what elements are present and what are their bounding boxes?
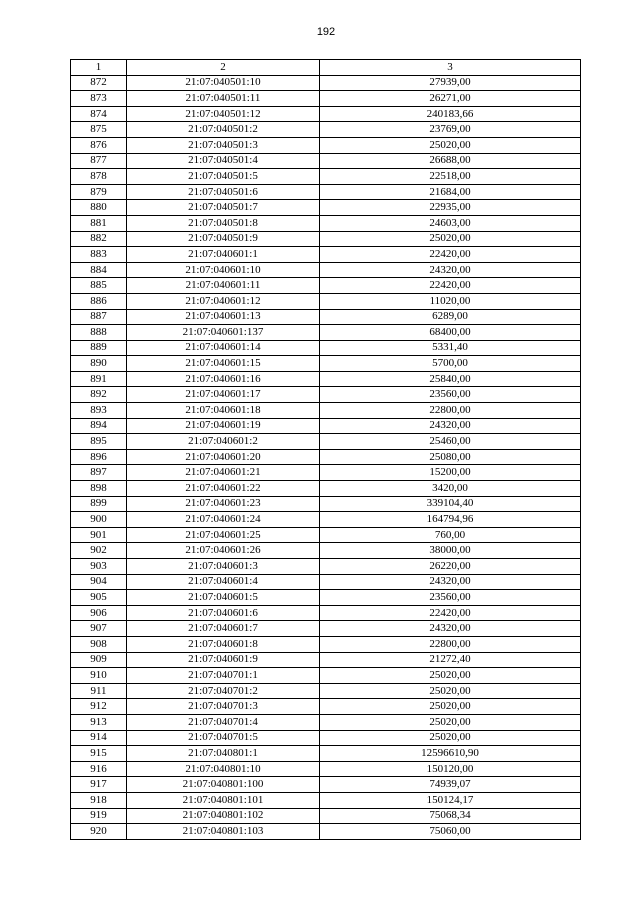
value-cell: 22420,00 (320, 605, 581, 621)
cadastral-number-cell: 21:07:040501:11 (127, 91, 320, 107)
cadastral-number-cell: 21:07:040601:1 (127, 247, 320, 263)
row-number-cell: 875 (71, 122, 127, 138)
value-cell: 25020,00 (320, 683, 581, 699)
row-number-cell: 872 (71, 75, 127, 91)
table-row (71, 465, 581, 481)
table-row (71, 231, 581, 247)
cadastral-number-cell: 21:07:040601:17 (127, 387, 320, 403)
table-row (71, 309, 581, 325)
value-cell: 25460,00 (320, 434, 581, 450)
row-number-cell: 902 (71, 543, 127, 559)
value-cell: 25020,00 (320, 699, 581, 715)
column-header-cadastral-number: 2 (127, 60, 320, 76)
table-row (71, 325, 581, 341)
table-row (71, 636, 581, 652)
cadastral-number-cell: 21:07:040501:2 (127, 122, 320, 138)
value-cell: 15200,00 (320, 465, 581, 481)
column-header-number: 1 (71, 60, 127, 76)
cadastral-number-cell: 21:07:040601:3 (127, 559, 320, 575)
value-cell: 75068,34 (320, 808, 581, 824)
table-row (71, 247, 581, 263)
table-row (71, 91, 581, 107)
row-number-cell: 910 (71, 668, 127, 684)
table-row (71, 590, 581, 606)
value-cell: 74939,07 (320, 777, 581, 793)
value-cell: 11020,00 (320, 293, 581, 309)
row-number-cell: 876 (71, 137, 127, 153)
cadastral-number-cell: 21:07:040501:4 (127, 153, 320, 169)
table-row (71, 605, 581, 621)
table-row (71, 621, 581, 637)
table-row (71, 153, 581, 169)
table-row (71, 278, 581, 294)
value-cell: 25020,00 (320, 137, 581, 153)
value-cell: 25020,00 (320, 231, 581, 247)
value-cell: 3420,00 (320, 481, 581, 497)
value-cell: 5331,40 (320, 340, 581, 356)
value-cell: 150124,17 (320, 792, 581, 808)
value-cell: 68400,00 (320, 325, 581, 341)
cadastral-number-cell: 21:07:040601:6 (127, 605, 320, 621)
row-number-cell: 899 (71, 496, 127, 512)
row-number-cell: 895 (71, 434, 127, 450)
cadastral-number-cell: 21:07:040801:100 (127, 777, 320, 793)
table-row (71, 699, 581, 715)
table-row (71, 668, 581, 684)
value-cell: 24320,00 (320, 574, 581, 590)
table-row (71, 137, 581, 153)
row-number-cell: 890 (71, 356, 127, 372)
cadastral-number-cell: 21:07:040601:4 (127, 574, 320, 590)
value-cell: 22800,00 (320, 403, 581, 419)
value-cell: 164794,96 (320, 512, 581, 528)
cadastral-number-cell: 21:07:040801:10 (127, 761, 320, 777)
cadastral-number-cell: 21:07:040501:3 (127, 137, 320, 153)
cadastral-number-cell: 21:07:040601:19 (127, 418, 320, 434)
table-row (71, 387, 581, 403)
cadastral-number-cell: 21:07:040701:5 (127, 730, 320, 746)
table-row (71, 200, 581, 216)
value-cell: 12596610,90 (320, 746, 581, 762)
cadastral-number-cell: 21:07:040601:16 (127, 371, 320, 387)
value-cell: 25020,00 (320, 714, 581, 730)
cadastral-number-cell: 21:07:040601:5 (127, 590, 320, 606)
value-cell: 75060,00 (320, 824, 581, 840)
row-number-cell: 901 (71, 527, 127, 543)
table-row (71, 262, 581, 278)
row-number-cell: 914 (71, 730, 127, 746)
cadastral-number-cell: 21:07:040801:102 (127, 808, 320, 824)
cadastral-number-cell: 21:07:040601:24 (127, 512, 320, 528)
cadastral-number-cell: 21:07:040601:13 (127, 309, 320, 325)
value-cell: 25080,00 (320, 449, 581, 465)
row-number-cell: 920 (71, 824, 127, 840)
table-row (71, 714, 581, 730)
cadastral-number-cell: 21:07:040601:11 (127, 278, 320, 294)
table-row (71, 808, 581, 824)
cadastral-number-cell: 21:07:040601:22 (127, 481, 320, 497)
value-cell: 22800,00 (320, 636, 581, 652)
table-row (71, 574, 581, 590)
row-number-cell: 916 (71, 761, 127, 777)
value-cell: 25840,00 (320, 371, 581, 387)
cadastral-number-cell: 21:07:040601:15 (127, 356, 320, 372)
cadastral-number-cell: 21:07:040601:21 (127, 465, 320, 481)
row-number-cell: 904 (71, 574, 127, 590)
value-cell: 22518,00 (320, 169, 581, 185)
value-cell: 26271,00 (320, 91, 581, 107)
row-number-cell: 887 (71, 309, 127, 325)
table-row (71, 512, 581, 528)
value-cell: 38000,00 (320, 543, 581, 559)
cadastral-number-cell: 21:07:040701:2 (127, 683, 320, 699)
table-row (71, 75, 581, 91)
value-cell: 26220,00 (320, 559, 581, 575)
cadastral-number-cell: 21:07:040601:26 (127, 543, 320, 559)
row-number-cell: 873 (71, 91, 127, 107)
cadastral-value-table (70, 59, 581, 840)
page-number: 192 (316, 26, 336, 38)
row-number-cell: 883 (71, 247, 127, 263)
cadastral-number-cell: 21:07:040601:2 (127, 434, 320, 450)
row-number-cell: 913 (71, 714, 127, 730)
table-row (71, 481, 581, 497)
row-number-cell: 919 (71, 808, 127, 824)
row-number-cell: 882 (71, 231, 127, 247)
cadastral-number-cell: 21:07:040701:3 (127, 699, 320, 715)
value-cell: 760,00 (320, 527, 581, 543)
cadastral-number-cell: 21:07:040601:23 (127, 496, 320, 512)
cadastral-number-cell: 21:07:040601:18 (127, 403, 320, 419)
value-cell: 22935,00 (320, 200, 581, 216)
column-header-value: 3 (320, 60, 581, 76)
table-row (71, 543, 581, 559)
row-number-cell: 900 (71, 512, 127, 528)
cadastral-number-cell: 21:07:040601:8 (127, 636, 320, 652)
table-row (71, 746, 581, 762)
row-number-cell: 896 (71, 449, 127, 465)
row-number-cell: 907 (71, 621, 127, 637)
value-cell: 24320,00 (320, 621, 581, 637)
table-row (71, 730, 581, 746)
row-number-cell: 893 (71, 403, 127, 419)
table-row (71, 340, 581, 356)
value-cell: 6289,00 (320, 309, 581, 325)
value-cell: 150120,00 (320, 761, 581, 777)
table-row (71, 761, 581, 777)
row-number-cell: 892 (71, 387, 127, 403)
value-cell: 22420,00 (320, 247, 581, 263)
value-cell: 21272,40 (320, 652, 581, 668)
row-number-cell: 905 (71, 590, 127, 606)
value-cell: 27939,00 (320, 75, 581, 91)
table-row (71, 122, 581, 138)
row-number-cell: 889 (71, 340, 127, 356)
row-number-cell: 874 (71, 106, 127, 122)
table-row (71, 169, 581, 185)
table-row (71, 496, 581, 512)
cadastral-number-cell: 21:07:040601:7 (127, 621, 320, 637)
table-row (71, 418, 581, 434)
table-row (71, 652, 581, 668)
cadastral-number-cell: 21:07:040501:12 (127, 106, 320, 122)
row-number-cell: 909 (71, 652, 127, 668)
cadastral-number-cell: 21:07:040601:10 (127, 262, 320, 278)
row-number-cell: 877 (71, 153, 127, 169)
cadastral-number-cell: 21:07:040501:8 (127, 215, 320, 231)
row-number-cell: 898 (71, 481, 127, 497)
cadastral-number-cell: 21:07:040801:101 (127, 792, 320, 808)
row-number-cell: 894 (71, 418, 127, 434)
table-row (71, 683, 581, 699)
value-cell: 25020,00 (320, 730, 581, 746)
cadastral-number-cell: 21:07:040801:103 (127, 824, 320, 840)
value-cell: 22420,00 (320, 278, 581, 294)
table-row (71, 106, 581, 122)
cadastral-number-cell: 21:07:040501:9 (127, 231, 320, 247)
table-row (71, 527, 581, 543)
row-number-cell: 911 (71, 683, 127, 699)
cadastral-number-cell: 21:07:040801:1 (127, 746, 320, 762)
table-row (71, 434, 581, 450)
row-number-cell: 878 (71, 169, 127, 185)
value-cell: 24603,00 (320, 215, 581, 231)
table-row (71, 559, 581, 575)
table-row (71, 371, 581, 387)
cadastral-number-cell: 21:07:040601:14 (127, 340, 320, 356)
table-row (71, 792, 581, 808)
row-number-cell: 881 (71, 215, 127, 231)
table-row (71, 777, 581, 793)
value-cell: 24320,00 (320, 418, 581, 434)
row-number-cell: 918 (71, 792, 127, 808)
value-cell: 240183,66 (320, 106, 581, 122)
cadastral-number-cell: 21:07:040501:6 (127, 184, 320, 200)
value-cell: 23560,00 (320, 590, 581, 606)
row-number-cell: 879 (71, 184, 127, 200)
cadastral-number-cell: 21:07:040601:25 (127, 527, 320, 543)
table-row (71, 824, 581, 840)
table-header-row (71, 60, 581, 76)
cadastral-number-cell: 21:07:040601:137 (127, 325, 320, 341)
table-row (71, 403, 581, 419)
row-number-cell: 903 (71, 559, 127, 575)
row-number-cell: 897 (71, 465, 127, 481)
value-cell: 339104,40 (320, 496, 581, 512)
row-number-cell: 884 (71, 262, 127, 278)
row-number-cell: 915 (71, 746, 127, 762)
table-row (71, 356, 581, 372)
row-number-cell: 891 (71, 371, 127, 387)
row-number-cell: 885 (71, 278, 127, 294)
cadastral-number-cell: 21:07:040701:1 (127, 668, 320, 684)
table-row (71, 293, 581, 309)
value-cell: 23769,00 (320, 122, 581, 138)
value-cell: 5700,00 (320, 356, 581, 372)
cadastral-number-cell: 21:07:040501:7 (127, 200, 320, 216)
table-row (71, 449, 581, 465)
cadastral-number-cell: 21:07:040601:12 (127, 293, 320, 309)
cadastral-number-cell: 21:07:040601:9 (127, 652, 320, 668)
cadastral-number-cell: 21:07:040601:20 (127, 449, 320, 465)
table-row (71, 184, 581, 200)
value-cell: 24320,00 (320, 262, 581, 278)
table-body (71, 75, 581, 839)
table-row (71, 215, 581, 231)
value-cell: 23560,00 (320, 387, 581, 403)
row-number-cell: 912 (71, 699, 127, 715)
value-cell: 21684,00 (320, 184, 581, 200)
cadastral-number-cell: 21:07:040501:10 (127, 75, 320, 91)
row-number-cell: 888 (71, 325, 127, 341)
value-cell: 25020,00 (320, 668, 581, 684)
value-cell: 26688,00 (320, 153, 581, 169)
row-number-cell: 908 (71, 636, 127, 652)
row-number-cell: 917 (71, 777, 127, 793)
cadastral-number-cell: 21:07:040701:4 (127, 714, 320, 730)
row-number-cell: 886 (71, 293, 127, 309)
cadastral-number-cell: 21:07:040501:5 (127, 169, 320, 185)
row-number-cell: 880 (71, 200, 127, 216)
row-number-cell: 906 (71, 605, 127, 621)
